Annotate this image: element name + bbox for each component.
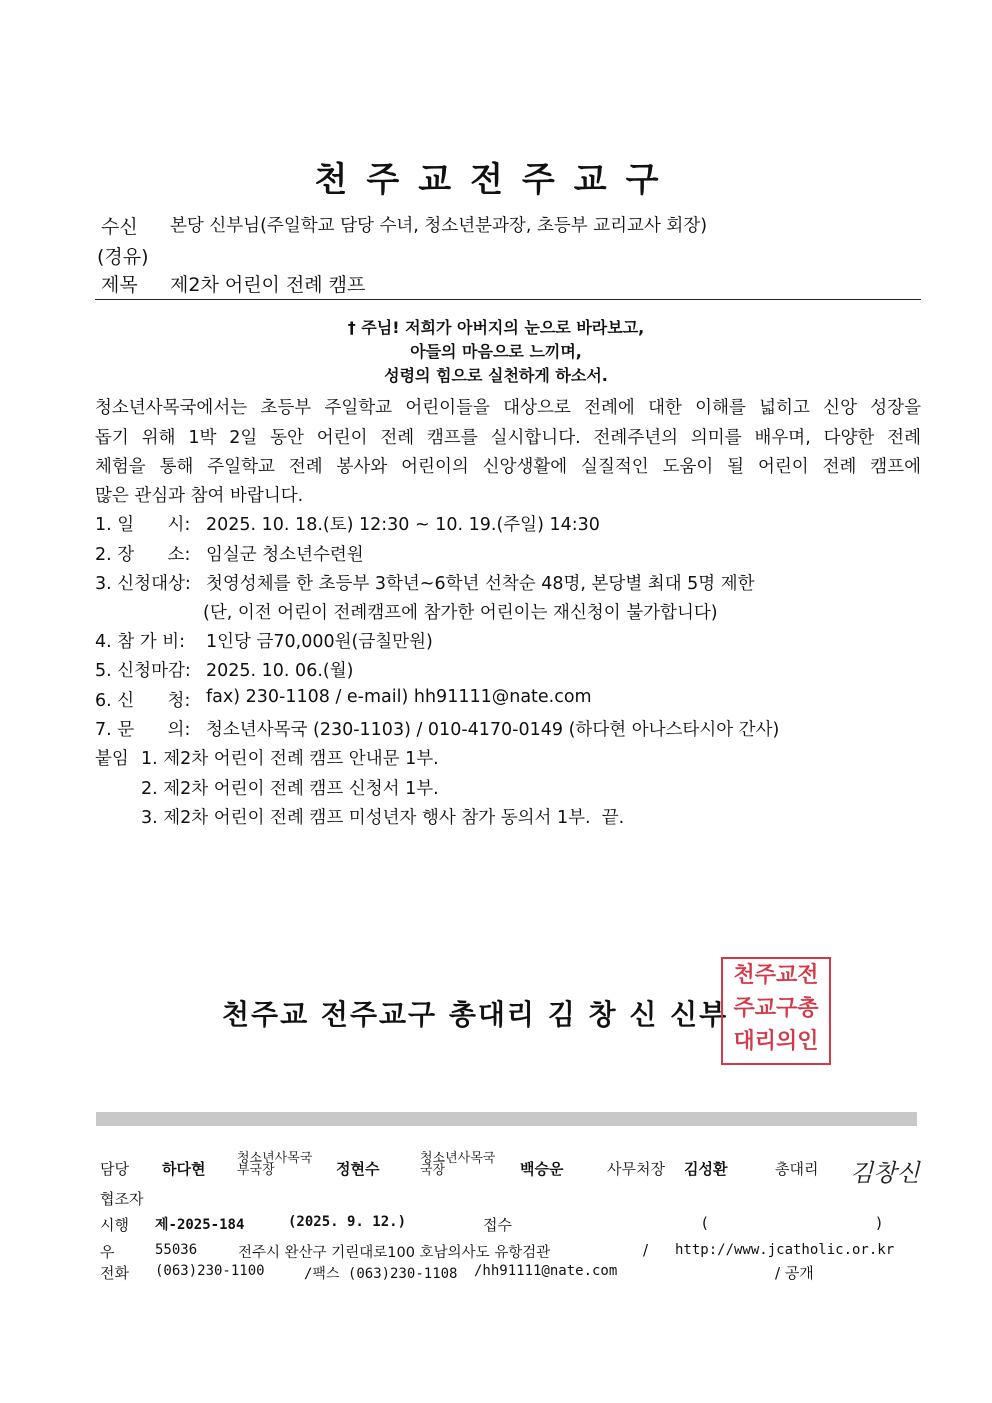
prayer-line-1: † 주님! 저희가 아버지의 눈으로 바라보고, bbox=[347, 318, 645, 337]
receipt-label: 접수 bbox=[483, 1216, 512, 1234]
postal-code: 55036 bbox=[155, 1242, 198, 1258]
attachment-3: 3. 제2차 어린이 전례 캠프 미성년자 행사 참가 동의서 1부. 끝. bbox=[141, 808, 625, 828]
item-value-inquiry: 청소년사목국 (230-1103) / 010-4170-0149 (하다현 아나스타시아 간사) bbox=[206, 720, 780, 740]
fax-number: /팩스 (063)230-1108 bbox=[304, 1266, 458, 1282]
director-name: 백승운 bbox=[520, 1160, 564, 1178]
intro-line-3: 체험을 통해 주일학교 전례 봉사와 어린이의 신앙생활에 실질적인 도움이 될 어린이 전례 캠프에 bbox=[95, 457, 921, 477]
receipt-open-paren: ( bbox=[702, 1214, 708, 1232]
attachments-label: 붙임 bbox=[95, 749, 129, 769]
address-text: 전주시 완산구 기린대로100 호남의사도 유항검관 bbox=[238, 1245, 551, 1261]
director-label-1: 청소년사목국 bbox=[420, 1151, 496, 1166]
seal-row-2: 주교구총 bbox=[733, 996, 819, 1021]
seal-row-3: 대리의인 bbox=[733, 1029, 819, 1054]
header-divider bbox=[95, 299, 921, 300]
phone-number: (063)230-1100 bbox=[155, 1263, 265, 1279]
item-value-deadline: 2025. 10. 06.(월) bbox=[206, 661, 354, 681]
attachment-1: 1. 제2차 어린이 전례 캠프 안내문 1부. bbox=[141, 749, 439, 769]
subject: 제2차 어린이 전례 캠프 bbox=[170, 274, 366, 296]
subject-label: 제목 bbox=[101, 274, 138, 296]
intro-line-2: 돕기 위해 1박 2일 동안 어린이 전례 캠프를 실시합니다. 전례주년의 의미를 배우며, 다양한 전례 bbox=[95, 428, 921, 448]
item-label-apply: 6. 신 청: bbox=[95, 691, 191, 711]
vicar-label: 총대리 bbox=[775, 1160, 819, 1178]
item-label-date: 1. 일 시: bbox=[95, 515, 191, 535]
cooperator-label: 협조자 bbox=[100, 1190, 144, 1208]
item-label-place: 2. 장 소: bbox=[95, 545, 191, 565]
disclosure-status: / 공개 bbox=[775, 1264, 814, 1282]
prayer-line-2: 아들의 마음으로 느끼며, bbox=[410, 342, 582, 361]
item-label-eligibility: 3. 신청대상: bbox=[95, 574, 191, 594]
enforcement-date: (2025. 9. 12.) bbox=[288, 1214, 407, 1230]
website-link[interactable]: http://www.jcatholic.or.kr bbox=[675, 1242, 895, 1258]
document-title: 천주교전주교구 bbox=[314, 160, 678, 200]
seal-row-1: 천주교전 bbox=[733, 963, 819, 988]
secretary-name: 김성환 bbox=[684, 1160, 728, 1178]
item-value-apply: fax) 230-1108 / e-mail) hh91111@nate.com bbox=[206, 687, 592, 707]
item-eligibility-note: (단, 이전 어린이 전례캠프에 참가한 어린이는 재신청이 불가합니다) bbox=[203, 603, 718, 623]
recipient-label: 수신 bbox=[101, 216, 138, 238]
deputy-label-1: 청소년사목국 bbox=[237, 1151, 313, 1166]
deputy-label-2: 부국장 bbox=[237, 1163, 275, 1178]
secretary-label: 사무처장 bbox=[607, 1160, 665, 1178]
vicar-signature: 김창신 bbox=[850, 1159, 920, 1187]
deputy-name: 정현수 bbox=[336, 1160, 380, 1178]
receipt-close-paren: ) bbox=[876, 1214, 882, 1232]
sender-name: 천주교 전주교구 총대리 김 창 신 신부 bbox=[222, 998, 729, 1031]
prayer-line-3: 성령의 힘으로 실천하게 하소서. bbox=[384, 366, 608, 385]
item-label-fee: 4. 참 가 비: bbox=[95, 632, 185, 652]
postal-label: 우 bbox=[100, 1243, 115, 1261]
item-value-eligibility: 첫영성체를 한 초등부 3학년~6학년 선착순 48명, 본당별 최대 5명 제한 bbox=[206, 574, 755, 594]
recipient: 본당 신부님(주일학교 담당 수녀, 청소년분과장, 초등부 교리교사 회장) bbox=[170, 216, 708, 236]
intro-line-1: 청소년사목국에서는 초등부 주일학교 어린이들을 대상으로 전례에 대한 이해를 넓히고 신앙 성장을 bbox=[95, 398, 921, 418]
charge-name: 하다현 bbox=[162, 1160, 206, 1178]
attachment-2: 2. 제2차 어린이 전례 캠프 신청서 1부. bbox=[141, 779, 439, 799]
item-label-deadline: 5. 신청마감: bbox=[95, 661, 191, 681]
address-slash: / bbox=[643, 1241, 649, 1259]
footer-divider-bar bbox=[96, 1112, 917, 1126]
enforcement-number: 제-2025-184 bbox=[155, 1217, 245, 1233]
official-seal bbox=[721, 957, 831, 1065]
item-value-date: 2025. 10. 18.(토) 12:30 ~ 10. 19.(주일) 14:30 bbox=[206, 515, 600, 535]
item-value-fee: 1인당 금70,000원(금칠만원) bbox=[206, 632, 433, 652]
contact-email[interactable]: /hh91111@nate.com bbox=[474, 1263, 618, 1279]
enforcement-label: 시행 bbox=[100, 1216, 129, 1234]
via-label: (경유) bbox=[97, 246, 149, 268]
item-label-inquiry: 7. 문 의: bbox=[95, 720, 191, 740]
intro-line-4: 많은 관심과 참여 바랍니다. bbox=[95, 486, 304, 506]
director-label-2: 국장 bbox=[420, 1163, 446, 1178]
charge-label: 담당 bbox=[100, 1160, 129, 1178]
item-value-place: 임실군 청소년수련원 bbox=[206, 545, 364, 565]
phone-label: 전화 bbox=[100, 1264, 129, 1282]
